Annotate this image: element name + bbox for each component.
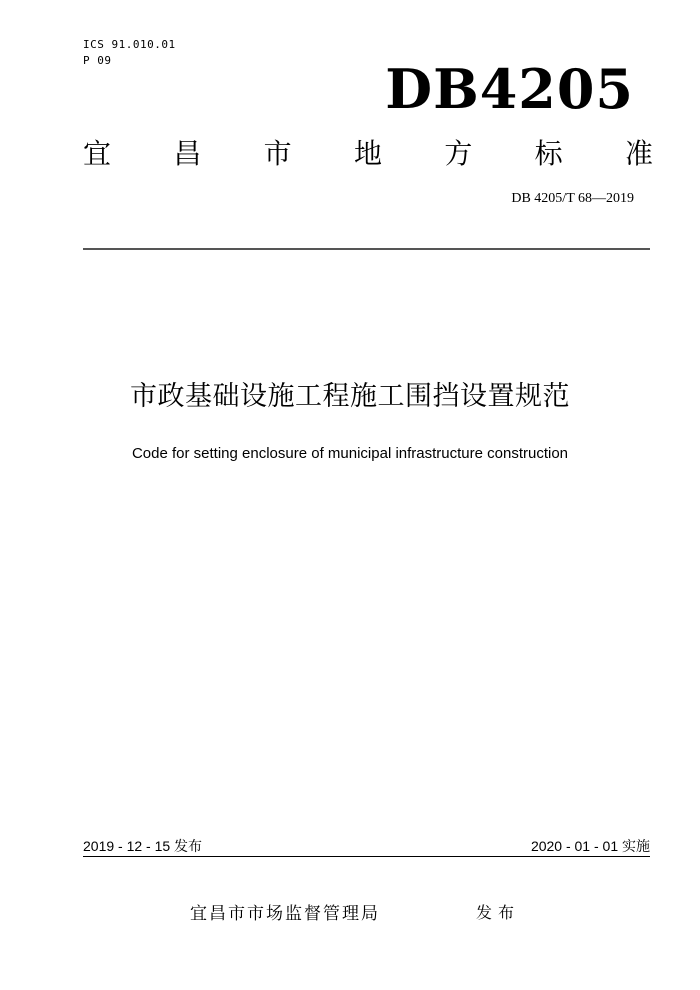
ics-code: ICS 91.010.01 bbox=[83, 38, 176, 51]
footer-divider bbox=[83, 856, 650, 857]
standard-type-char: 市 bbox=[263, 137, 292, 170]
standard-code-logo: DB4205 bbox=[385, 57, 634, 121]
document-title-english: Code for setting enclosure of municipal infrastructure construction bbox=[131, 445, 569, 462]
document-title-chinese: 市政基础设施工程施工围挡设置规范 bbox=[130, 381, 570, 412]
standard-type-char: 地 bbox=[353, 137, 382, 170]
implementation-date: 2020 - 01 - 01 实施 bbox=[530, 838, 650, 854]
classification-codes bbox=[83, 37, 176, 69]
release-date: 2019 - 12 - 15 发布 bbox=[83, 838, 203, 854]
standard-type-heading bbox=[83, 136, 653, 172]
ccs-code: P 09 bbox=[83, 54, 112, 67]
standard-type-char: 准 bbox=[624, 137, 653, 170]
issuing-authority: 宜昌市市场监督管理局 bbox=[190, 904, 380, 924]
issue-label: 发布 bbox=[476, 903, 521, 922]
standard-type-char: 昌 bbox=[173, 137, 202, 170]
standard-type-char: 标 bbox=[534, 137, 563, 170]
standard-type-char: 宜 bbox=[83, 137, 112, 170]
standard-number: DB 4205/T 68—2019 bbox=[511, 191, 634, 206]
date-row bbox=[83, 836, 650, 856]
standard-type-char: 方 bbox=[444, 137, 473, 170]
header-divider bbox=[83, 248, 650, 250]
